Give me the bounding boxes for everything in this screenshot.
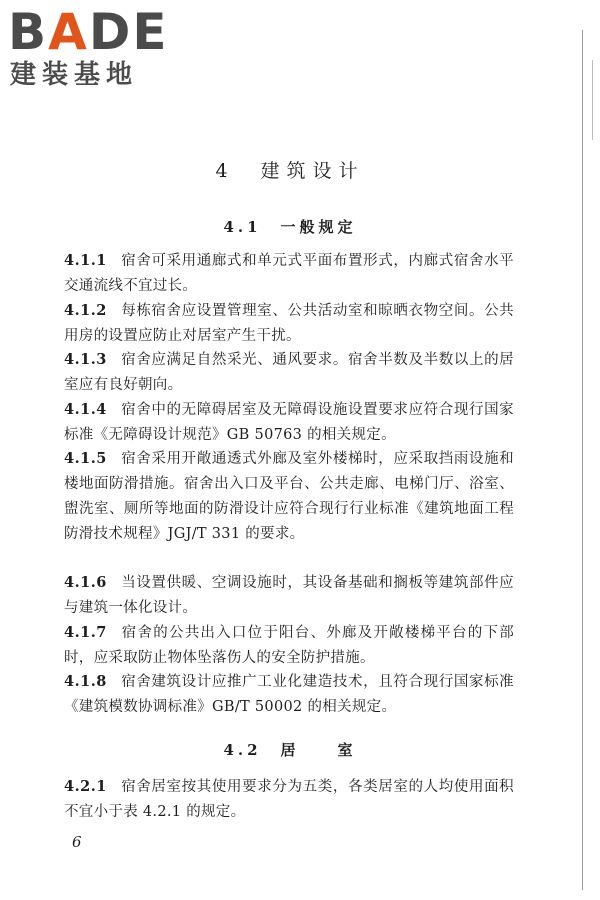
section-title-4-1: 4.1 一般规定 xyxy=(223,218,357,236)
section-title-4-2: 4.2 居 室 xyxy=(223,741,357,759)
clause-4-1-2 xyxy=(64,298,514,349)
clause-4-1-4 xyxy=(64,397,514,448)
clause-number: 4.1.7 xyxy=(64,624,107,641)
brand-logo xyxy=(8,4,178,90)
clause-4-1-6 xyxy=(64,570,514,621)
chapter-title: 4 建筑设计 xyxy=(215,160,365,182)
clause-4-1-3 xyxy=(64,347,514,398)
clause-4-1-7 xyxy=(64,620,514,671)
clause-text: 宿舍建筑设计应推广工业化建造技术，且符合现行国家标准《建筑模数协调标准》GB/T 50002 的相关规定。 xyxy=(64,674,514,715)
clause-number: 4.2.1 xyxy=(64,778,107,795)
clause-4-2-1 xyxy=(64,774,514,825)
clause-number: 4.1.3 xyxy=(64,351,107,368)
logo-wordmark: BADE xyxy=(8,3,169,61)
logo-subtitle: 建装基地 xyxy=(10,60,139,90)
clause-text: 宿舍应满足自然采光、通风要求。宿舍半数及半数以上的居室应有良好朝向。 xyxy=(64,352,514,393)
clause-number: 4.1.5 xyxy=(64,450,107,467)
clause-text: 每栋宿舍应设置管理室、公共活动室和晾晒衣物空间。公共用房的设置应防止对居室产生干扰。 xyxy=(64,303,514,344)
clause-number: 4.1.1 xyxy=(64,252,107,269)
clause-4-1-8 xyxy=(64,669,514,720)
clause-text: 宿舍的公共出入口位于阳台、外廊及开敞楼梯平台的下部时，应采取防止物体坠落伤人的安全防护措施。 xyxy=(64,625,514,666)
clause-text: 宿舍居室按其使用要求分为五类，各类居室的人均使用面积不宜小于表 4.2.1 的规定。 xyxy=(64,779,514,820)
clause-number: 4.1.4 xyxy=(64,401,107,418)
page-number: 6 xyxy=(72,833,82,851)
page-edge-mark xyxy=(592,60,593,140)
clause-4-1-1 xyxy=(64,248,514,299)
clause-number: 4.1.2 xyxy=(64,302,107,319)
clause-text: 宿舍可采用通廊式和单元式平面布置形式，内廊式宿舍水平交通流线不宜过长。 xyxy=(64,253,514,294)
clause-number: 4.1.6 xyxy=(64,574,107,591)
clause-number: 4.1.8 xyxy=(64,673,107,690)
clause-text: 宿舍采用开敞通透式外廊及室外楼梯时，应采取挡雨设施和楼地面防滑措施。宿舍出入口及平台、公共走廊、电梯门厅、浴室、盥洗室、厕所等地面的防滑设计应符合现行行业标准《建筑地面工程防滑技术规程》JGJ/T 331 的要求。 xyxy=(64,451,514,542)
clause-4-1-5 xyxy=(64,446,514,547)
page-edge-line xyxy=(582,30,583,890)
clause-text: 宿舍中的无障碍居室及无障碍设施设置要求应符合现行国家标准《无障碍设计规范》GB 50763 的相关规定。 xyxy=(64,402,514,443)
clause-text: 当设置供暖、空调设施时，其设备基础和搁板等建筑部件应与建筑一体化设计。 xyxy=(64,575,514,616)
